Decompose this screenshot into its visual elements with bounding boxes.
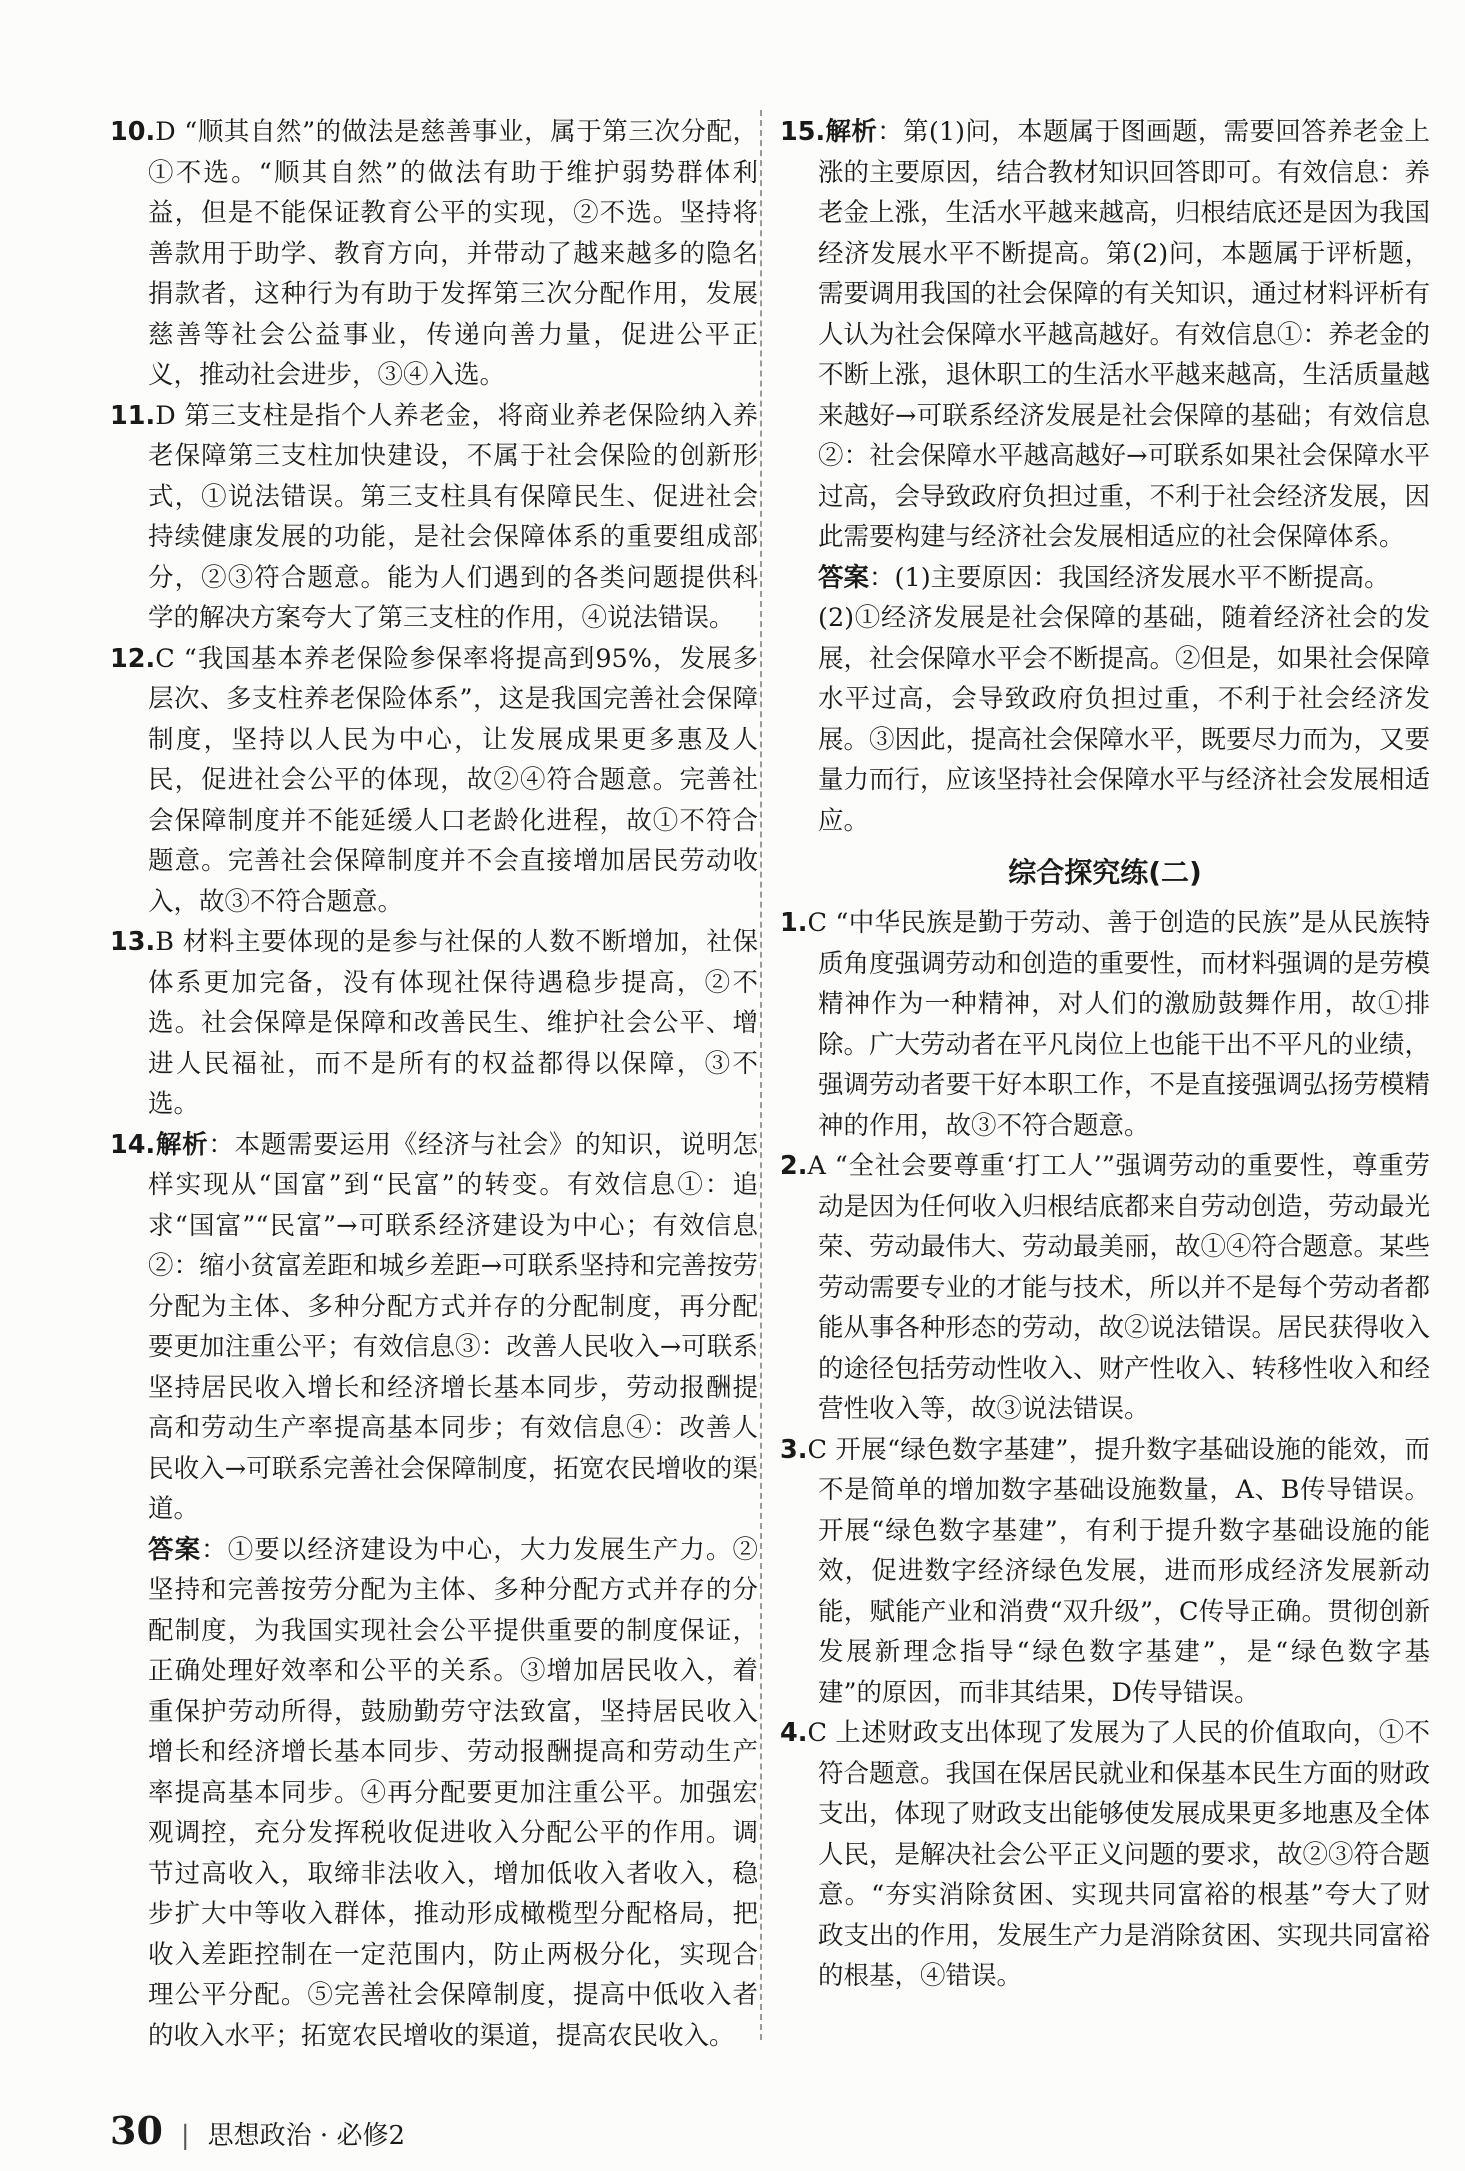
answer-item-15-answer: 答案：(1)主要原因：我国经济发展水平不断提高。 <box>818 562 1390 593</box>
column-divider <box>760 110 762 2040</box>
answer-item-12: 12.C “我国基本养老保险参保率将提高到95%，发展多层次、多支柱养老保险体系”，这是我国完善社会保障制度，坚持以人民为中心，让发展成果更多惠及人民，促进社会公平的体现，故②④符合题意。完善社会保障制度并不能延缓人口老龄化进程，故①不符合题意。完善社会保障制度并不会直接增加居民劳动收入，故③不符合题意。 <box>110 643 758 917</box>
answer-item-15-answer-part2: (2)①经济发展是社会保障的基础，随着经济社会的发展，社会保障水平会不断提高。②但是，如果社会保障水平过高，会导致政府负担过重，不利于社会经济发展。③因此，提高社会保障水平，既要尽力而为，又要量力而行，应该坚持社会保障水平与经济社会发展相适应。 <box>818 603 1431 836</box>
answer-item-s4: 4.C 上述财政支出体现了发展为了人民的价值取向，①不符合题意。我国在保居民就业和保基本民生方面的财政支出，体现了财政支出能够使发展成果更多地惠及全体人民，是解决社会公平正义问题的要求，故②③符合题意。“夯实消除贫困、实现共同富裕的根基”夸大了财政支出的作用，发展生产力是消除贫困、实现共同富裕的根基，④错误。 <box>780 1718 1431 1991</box>
book-title: 思想政治 · 必修2 <box>207 2121 405 2151</box>
right-column <box>780 112 1430 1997</box>
answer-item-13: 13.B 材料主要体现的是参与社保的人数不断增加，社保体系更加完备，没有体现社保待遇稳步提高，②不选。社会保障是保障和改善民生、维护社会公平、增进人民福祉，而不是所有的权益都得以保障，③不选。 <box>110 927 758 1119</box>
answer-item-s1: 1.C “中华民族是勤于劳动、善于创造的民族”是从民族特质角度强调劳动和创造的重要性，而材料强调的是劳模精神作为一种精神，对人们的激励鼓舞作用，故①排除。广大劳动者在平凡岗位上也能干出不平凡的业绩，强调劳动者要干好本职工作，不是直接强调弘扬劳模精神的作用，故③不符合题意。 <box>780 908 1431 1141</box>
answer-item-s2: 2.A “全社会要尊重‘打工人’”强调劳动的重要性，尊重劳动是因为任何收入归根结底都来自劳动创造，劳动最光荣、劳动最伟大、劳动最美丽，故①④符合题意。某些劳动需要专业的才能与技术，所以并不是每个劳动者都能从事各种形态的劳动，故②说法错误。居民获得收入的途径包括劳动性收入、财产性收入、转移性收入和经营性收入等，故③说法错误。 <box>780 1151 1431 1424</box>
footer-separator: | <box>180 2121 190 2151</box>
answer-item-11: 11.D 第三支柱是指个人养老金，将商业养老保险纳入养老保障第三支柱加快建设，不属于社会保险的创新形式，①说法错误。第三支柱具有保障民生、促进社会持续健康发展的功能，是社会保障体系的重要组成部分，②③符合题意。能为人们遇到的各类问题提供科学的解决方案夸大了第三支柱的作用，④说法错误。 <box>110 400 758 633</box>
page-number: 30 <box>110 2108 163 2153</box>
answer-item-14-analysis: 14.解析：本题需要运用《经济与社会》的知识，说明怎样实现从“国富”到“民富”的转变。有效信息①：追求“国富”“民富”→可联系经济建设为中心；有效信息②：缩小贫富差距和城乡差距→可联系坚持和完善按劳分配为主体、多种分配方式并存的分配制度，再分配要更加注重公平；有效信息③：改善人民收入→可联系坚持居民收入增长和经济增长基本同步，劳动报酬提高和劳动生产率提高基本同步；有效信息④：改善人民收入→可联系完善社会保障制度，拓宽农民增收的渠道。 <box>110 1129 758 1524</box>
answer-item-s3: 3.C 开展“绿色数字基建”，提升数字基础设施的能效，而不是简单的增加数字基础设施数量，A、B传导错误。开展“绿色数字基建”，有利于提升数字基础设施的能效，促进数字经济绿色发展，进而形成经济发展新动能，赋能产业和消费“双升级”，C传导正确。贯彻创新发展新理念指导“绿色数字基建”，是“绿色数字基建”的原因，而非其结果，D传导错误。 <box>780 1434 1430 1708</box>
answer-item-15-analysis: 15.解析：第(1)问，本题属于图画题，需要回答养老金上涨的主要原因，结合教材知识回答即可。有效信息：养老金上涨，生活水平越来越高，归根结底还是因为我国经济发展水平不断提高。第(2)问，本题属于评析题，需要调用我国的社会保障的有关知识，通过材料评析有人认为社会保障水平越高越好。有效信息①：养老金的不断上涨，退休职工的生活水平越来越高，生活质量越来越好→可联系经济发展是社会保障的基础；有效信息②：社会保障水平越高越好→可联系如果社会保障水平过高，会导致政府负担过重，不利于社会经济发展，因此需要构建与经济社会发展相适应的社会保障体系。 <box>780 117 1431 552</box>
answer-item-14-answer: 答案：①要以经济建设为中心，大力发展生产力。②坚持和完善按劳分配为主体、多种分配方式并存的分配制度，为我国实现社会公平提供重要的制度保证，正确处理好效率和公平的关系。③增加居民收入，着重保护劳动所得，鼓励勤劳守法致富，坚持居民收入增长和经济增长基本同步、劳动报酬提高和劳动生产率提高基本同步。④再分配要更加注重公平。加强宏观调控，充分发挥税收促进收入分配公平的作用。调节过高收入，取缔非法收入，增加低收入者收入，稳步扩大中等收入群体，推动形成橄榄型分配格局，把收入差距控制在一定范围内，防止两极分化，实现合理公平分配。⑤完善社会保障制度，提高中低收入者的收入水平；拓宽农民增收的渠道，提高农民收入。 <box>148 1534 758 2051</box>
answer-item-10: 10.D “顺其自然”的做法是慈善事业，属于第三次分配，①不选。“顺其自然”的做法有助于维护弱势群体利益，但是不能保证教育公平的实现，②不选。坚持将善款用于助学、教育方向，并带动了越来越多的隐名捐款者，这种行为有助于发挥第三次分配作用，发展慈善等社会公益事业，传递向善力量，促进公平正义，推动社会进步，③④入选。 <box>110 117 758 390</box>
left-column <box>110 112 758 2056</box>
page-footer <box>110 2108 405 2153</box>
section-title: 综合探究练(二) <box>1008 856 1202 889</box>
